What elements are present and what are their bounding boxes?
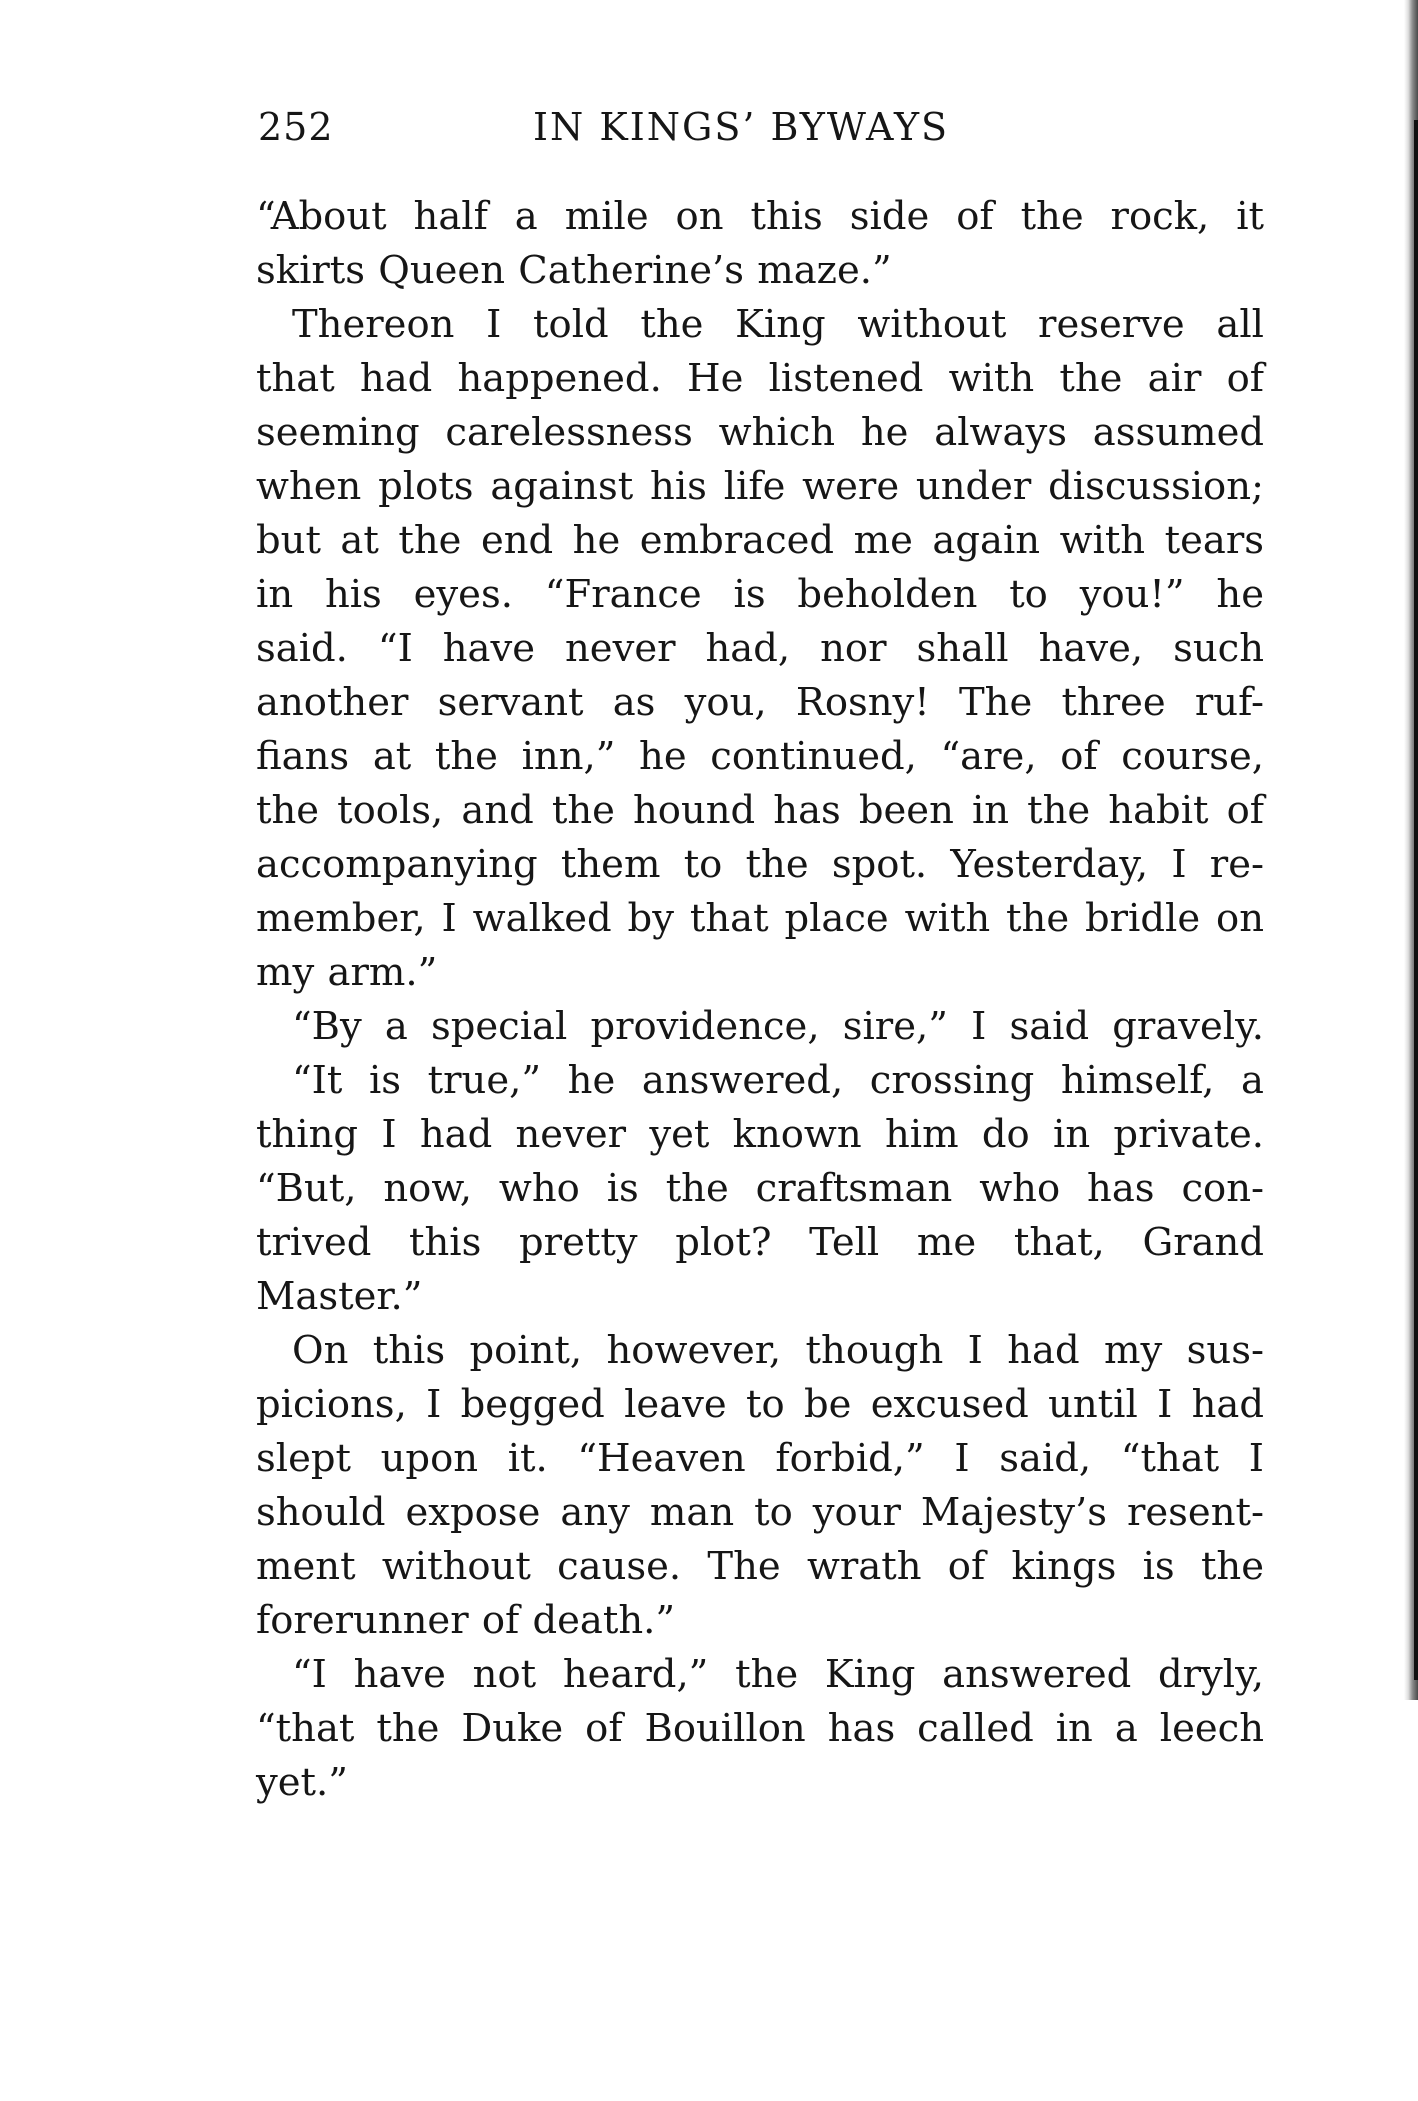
text-line: my arm.”: [256, 950, 438, 995]
text-line: the tools, and the hound has been in the habit of: [256, 788, 1264, 833]
text-line: “About half a mile on this side of the rock, it: [256, 194, 1264, 239]
text-line: accompanying them to the spot. Yesterday, I re-: [256, 842, 1264, 887]
page-edge-line: [1414, 120, 1418, 1680]
text-line: when plots against his life were under discussion;: [256, 464, 1264, 509]
running-title: IN KINGS’ BYWAYS: [533, 105, 950, 149]
text-line: fians at the inn,” he continued, “are, of course,: [256, 734, 1264, 779]
text-line: thing I had never yet known him do in private.: [256, 1112, 1264, 1157]
text-line: Master.”: [256, 1274, 423, 1319]
text-line: picions, I begged leave to be excused until I had: [256, 1382, 1264, 1427]
text-line: “It is true,” he answered, crossing himself, a: [292, 1058, 1264, 1103]
text-line: “I have not heard,” the King answered dryly,: [292, 1652, 1264, 1697]
text-line: member, I walked by that place with the bridle on: [256, 896, 1264, 941]
text-line: On this point, however, though I had my sus-: [292, 1328, 1264, 1373]
text-line: should expose any man to your Majesty’s resent-: [256, 1490, 1264, 1535]
text-line: Thereon I told the King without reserve all: [292, 302, 1264, 347]
text-line: “But, now, who is the craftsman who has con-: [256, 1166, 1264, 1211]
text-line: seeming carelessness which he always assumed: [256, 410, 1264, 455]
text-line: said. “I have never had, nor shall have, such: [256, 626, 1264, 671]
text-line: in his eyes. “France is beholden to you!” he: [256, 572, 1264, 617]
text-line: another servant as you, Rosny! The three ruf-: [256, 680, 1264, 725]
text-line: skirts Queen Catherine’s maze.”: [256, 248, 892, 293]
page-number: 252: [258, 105, 334, 149]
text-line: ment without cause. The wrath of kings is the: [256, 1544, 1264, 1589]
text-line: yet.”: [256, 1760, 348, 1805]
text-line: slept upon it. “Heaven forbid,” I said, “that I: [256, 1436, 1264, 1481]
text-line: “By a special providence, sire,” I said gravely.: [292, 1004, 1264, 1049]
body-text: [256, 190, 1264, 1810]
text-line: forerunner of death.”: [256, 1598, 676, 1643]
text-line: but at the end he embraced me again with tears: [256, 518, 1264, 563]
page-header: [258, 105, 1268, 165]
text-line: trived this pretty plot? Tell me that, Grand: [256, 1220, 1264, 1265]
text-line: that had happened. He listened with the air of: [256, 356, 1264, 401]
text-line: “that the Duke of Bouillon has called in a leech: [256, 1706, 1264, 1751]
